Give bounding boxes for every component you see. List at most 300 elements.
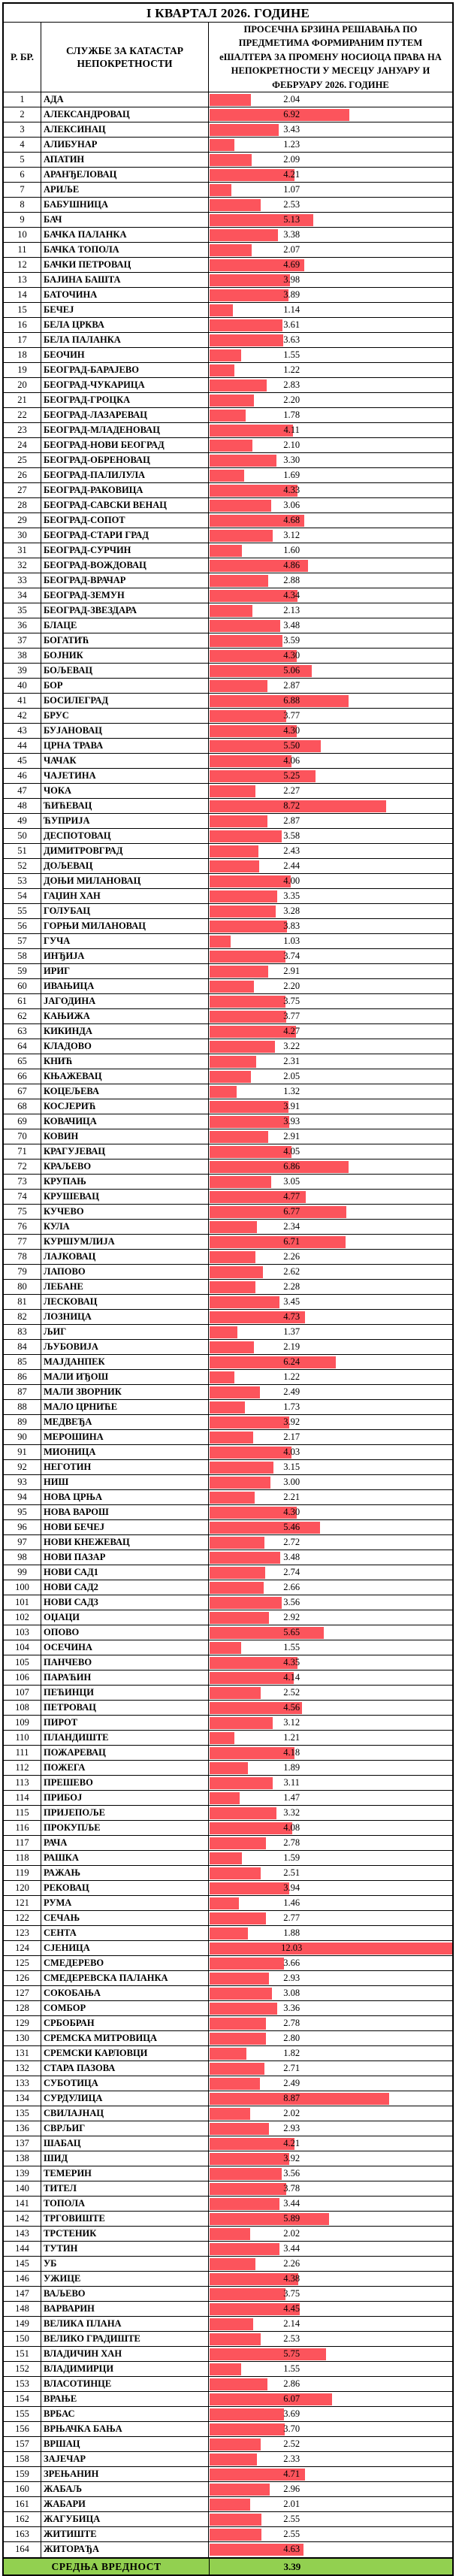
table-row — [4, 288, 452, 303]
office-name: ТУТИН — [41, 2242, 209, 2256]
value-cell — [209, 243, 452, 257]
row-number: 61 — [4, 994, 41, 1008]
table-row — [4, 1175, 452, 1190]
office-name: ДИМИТРОВГРАД — [41, 844, 209, 858]
office-name: ЉУБОВИЈА — [41, 1340, 209, 1354]
value-label: 3.15 — [283, 1462, 300, 1472]
office-name: БЕОГРАД-ВОЖДОВАЦ — [41, 558, 209, 573]
row-number: 144 — [4, 2242, 41, 2256]
value-label: 4.69 — [283, 259, 300, 270]
office-name: БОЈНИК — [41, 649, 209, 663]
office-name: БУЈАНОВАЦ — [41, 724, 209, 738]
value-label: 3.91 — [283, 1101, 300, 1111]
row-number: 110 — [4, 1731, 41, 1745]
row-number: 23 — [4, 423, 41, 437]
row-number: 125 — [4, 1956, 41, 1970]
table-row — [4, 603, 452, 618]
table-row — [4, 1941, 452, 1956]
row-number: 50 — [4, 829, 41, 843]
office-name: ЖИТИШТЕ — [41, 2527, 209, 2541]
office-name: ВРАЊЕ — [41, 2392, 209, 2406]
value-label: 1.47 — [283, 1792, 300, 1803]
value-label: 3.32 — [283, 1807, 300, 1818]
value-cell — [209, 2527, 452, 2541]
table-row — [4, 1370, 452, 1385]
value-cell — [209, 1655, 452, 1670]
value-label: 2.77 — [283, 1912, 300, 1923]
table-row — [4, 2227, 452, 2242]
row-number: 118 — [4, 1851, 41, 1865]
office-name: ЛЕСКОВАЦ — [41, 1295, 209, 1309]
value-label: 3.56 — [283, 1597, 300, 1607]
table-row — [4, 1129, 452, 1144]
row-number: 100 — [4, 1580, 41, 1595]
row-number: 8 — [4, 198, 41, 212]
table-row — [4, 408, 452, 423]
value-label: 2.14 — [283, 2318, 300, 2329]
office-name: БРУС — [41, 709, 209, 723]
table-row — [4, 694, 452, 709]
office-name: АДА — [41, 92, 209, 107]
table-row — [4, 1776, 452, 1791]
table-row — [4, 769, 452, 784]
row-number: 67 — [4, 1084, 41, 1099]
row-number: 31 — [4, 543, 41, 558]
value-cell — [209, 1896, 452, 1910]
value-cell — [209, 1009, 452, 1023]
row-number: 107 — [4, 1686, 41, 1700]
row-number: 55 — [4, 904, 41, 918]
office-name: ПЛАНДИШТЕ — [41, 1731, 209, 1745]
row-number: 2 — [4, 107, 41, 122]
value-label: 3.30 — [283, 455, 300, 465]
value-cell — [209, 1535, 452, 1550]
row-number: 70 — [4, 1129, 41, 1144]
value-label: 1.21 — [283, 1732, 300, 1743]
value-cell — [209, 2212, 452, 2226]
row-number: 156 — [4, 2422, 41, 2436]
value-label: 8.87 — [283, 2093, 300, 2103]
value-cell — [209, 1490, 452, 1504]
row-number: 111 — [4, 1746, 41, 1760]
table-row — [4, 709, 452, 724]
table-row — [4, 468, 452, 483]
row-number: 122 — [4, 1911, 41, 1925]
office-name: СВРЉИГ — [41, 2121, 209, 2136]
value-label: 2.13 — [283, 605, 300, 615]
table-row — [4, 573, 452, 588]
office-name: ПЕТРОВАЦ — [41, 1701, 209, 1715]
value-cell — [209, 2377, 452, 2391]
row-number: 77 — [4, 1235, 41, 1249]
value-label: 2.51 — [283, 1867, 300, 1878]
row-number: 89 — [4, 1415, 41, 1429]
value-cell — [209, 1701, 452, 1715]
row-number: 60 — [4, 979, 41, 993]
value-cell — [209, 1505, 452, 1519]
value-cell — [209, 949, 452, 963]
office-name: УБ — [41, 2257, 209, 2271]
value-label: 1.89 — [283, 1762, 300, 1773]
table-row — [4, 1731, 452, 1746]
value-label: 3.69 — [283, 2408, 300, 2419]
office-name: ЧАЈЕТИНА — [41, 769, 209, 783]
office-name: БЕЛА ЦРКВА — [41, 318, 209, 332]
value-cell — [209, 558, 452, 573]
table-row — [4, 2437, 452, 2452]
row-number: 22 — [4, 408, 41, 422]
value-label: 4.21 — [283, 2138, 300, 2148]
row-number: 51 — [4, 844, 41, 858]
value-label: 5.89 — [283, 2213, 300, 2224]
office-name: БЕОГРАД-СОПОТ — [41, 513, 209, 528]
office-name: ЖИТОРАЂА — [41, 2542, 209, 2557]
value-label: 4.63 — [283, 2544, 300, 2554]
table-row — [4, 724, 452, 739]
office-name: НОВИ БЕЧЕЈ — [41, 1520, 209, 1534]
value-label: 2.05 — [283, 1071, 300, 1081]
office-name: БАЧКА ТОПОЛА — [41, 243, 209, 257]
office-name: УЖИЦЕ — [41, 2272, 209, 2286]
value-cell — [209, 1716, 452, 1730]
row-number: 72 — [4, 1160, 41, 1174]
value-label: 1.69 — [283, 470, 300, 480]
row-number: 19 — [4, 363, 41, 377]
row-number: 105 — [4, 1655, 41, 1670]
header-office-column: СЛУЖБЕ ЗА КАТАСТАР НЕПОКРЕТНОСТИ — [41, 23, 209, 92]
row-number: 3 — [4, 122, 41, 137]
value-label: 3.05 — [283, 1176, 300, 1187]
table-row — [4, 633, 452, 649]
table-row — [4, 1490, 452, 1505]
value-label: 4.08 — [283, 1822, 300, 1833]
value-cell — [209, 1430, 452, 1444]
value-label: 2.71 — [283, 2063, 300, 2073]
value-label: 6.77 — [283, 1206, 300, 1217]
row-number: 56 — [4, 919, 41, 933]
office-name: БАБУШНИЦА — [41, 198, 209, 212]
table-row — [4, 1595, 452, 1610]
value-cell — [209, 739, 452, 753]
table-row — [4, 1986, 452, 2001]
value-cell — [209, 348, 452, 362]
office-name: НОВИ КНЕЖЕВАЦ — [41, 1535, 209, 1550]
office-name: КРАГУЈЕВАЦ — [41, 1144, 209, 1159]
value-label: 4.14 — [283, 1672, 300, 1683]
value-label: 6.88 — [283, 695, 300, 706]
row-number: 63 — [4, 1024, 41, 1039]
row-number: 115 — [4, 1806, 41, 1820]
value-cell — [209, 2542, 452, 2557]
row-number: 146 — [4, 2272, 41, 2286]
value-cell — [209, 2437, 452, 2451]
value-label: 2.33 — [283, 2454, 300, 2464]
value-cell — [209, 994, 452, 1008]
office-name: БЕОГРАД-БАРАЈЕВО — [41, 363, 209, 377]
value-cell — [209, 1971, 452, 1985]
value-label: 2.52 — [283, 1687, 300, 1698]
row-number: 81 — [4, 1295, 41, 1309]
row-number: 124 — [4, 1941, 41, 1955]
value-label: 5.75 — [283, 2348, 300, 2359]
value-cell — [209, 1550, 452, 1565]
table-row — [4, 258, 452, 273]
value-label: 2.21 — [283, 1492, 300, 1502]
value-label: 2.17 — [283, 1432, 300, 1442]
row-number: 104 — [4, 1640, 41, 1655]
value-label: 3.77 — [283, 1011, 300, 1021]
table-row — [4, 423, 452, 438]
table-row — [4, 348, 452, 363]
value-cell — [209, 1250, 452, 1264]
table-row — [4, 859, 452, 874]
office-name: МАЛО ЦРНИЋЕ — [41, 1400, 209, 1414]
table-row — [4, 754, 452, 769]
row-number: 11 — [4, 243, 41, 257]
value-cell — [209, 2227, 452, 2241]
table-row — [4, 2347, 452, 2362]
office-name: СРЕМСКИ КАРЛОВЦИ — [41, 2046, 209, 2060]
value-cell — [209, 1310, 452, 1324]
table-row — [4, 558, 452, 573]
value-cell — [209, 694, 452, 708]
office-name: ЋИЋЕВАЦ — [41, 799, 209, 813]
value-label: 1.60 — [283, 545, 300, 555]
value-cell — [209, 363, 452, 377]
office-name: СЕЧАЊ — [41, 1911, 209, 1925]
table-row — [4, 649, 452, 664]
row-number: 9 — [4, 213, 41, 227]
row-number: 24 — [4, 438, 41, 452]
table-row — [4, 153, 452, 168]
table-row — [4, 904, 452, 919]
value-label: 2.19 — [283, 1341, 300, 1352]
office-name: ЈАГОДИНА — [41, 994, 209, 1008]
office-name: ПРОКУПЉЕ — [41, 1821, 209, 1835]
table-row — [4, 1806, 452, 1821]
value-cell — [209, 2452, 452, 2466]
table-row — [4, 1625, 452, 1640]
office-name: СУБОТИЦА — [41, 2076, 209, 2091]
table-row — [4, 1220, 452, 1235]
table-row — [4, 393, 452, 408]
office-name: ШАБАЦ — [41, 2136, 209, 2151]
office-name: ОЏАЦИ — [41, 1610, 209, 1625]
value-label: 3.48 — [283, 1552, 300, 1562]
table-row — [4, 874, 452, 889]
row-number: 120 — [4, 1881, 41, 1895]
value-label: 2.27 — [283, 785, 300, 796]
value-cell — [209, 453, 452, 467]
value-label: 3.08 — [283, 1988, 300, 1998]
value-label: 2.53 — [283, 2333, 300, 2344]
table-row — [4, 1670, 452, 1686]
value-label: 2.83 — [283, 379, 300, 390]
value-cell — [209, 2392, 452, 2406]
table-row — [4, 2332, 452, 2347]
row-number: 10 — [4, 228, 41, 242]
row-number: 53 — [4, 874, 41, 888]
value-cell — [209, 1670, 452, 1685]
value-cell — [209, 333, 452, 347]
table-row — [4, 1640, 452, 1655]
table-row — [4, 2061, 452, 2076]
value-label: 3.98 — [283, 274, 300, 285]
value-cell — [209, 1580, 452, 1595]
row-number: 130 — [4, 2031, 41, 2045]
value-cell — [209, 2482, 452, 2496]
value-label: 2.07 — [283, 244, 300, 255]
office-name: КЊАЖЕВАЦ — [41, 1069, 209, 1084]
value-cell — [209, 2512, 452, 2526]
value-cell — [209, 1445, 452, 1459]
table-row — [4, 618, 452, 633]
office-name: ВАРВАРИН — [41, 2302, 209, 2316]
value-label: 3.63 — [283, 334, 300, 345]
office-name: НОВА ВАРОШ — [41, 1505, 209, 1519]
value-cell — [209, 92, 452, 107]
value-cell — [209, 664, 452, 678]
value-cell — [209, 1099, 452, 1114]
row-number: 153 — [4, 2377, 41, 2391]
value-cell — [209, 633, 452, 648]
value-cell — [209, 2407, 452, 2421]
office-name: КАЊИЖА — [41, 1009, 209, 1023]
value-label: 3.70 — [283, 2423, 300, 2434]
row-number: 36 — [4, 618, 41, 633]
table-row — [4, 664, 452, 679]
value-label: 2.04 — [283, 94, 300, 104]
value-label: 8.72 — [283, 800, 300, 811]
row-number: 123 — [4, 1926, 41, 1940]
office-name: НОВИ САД1 — [41, 1565, 209, 1580]
row-number: 98 — [4, 1550, 41, 1565]
office-name: ГАЏИН ХАН — [41, 889, 209, 903]
table-row — [4, 1701, 452, 1716]
row-number: 30 — [4, 528, 41, 543]
row-number: 14 — [4, 288, 41, 302]
table-row — [4, 1746, 452, 1761]
office-name: ЦРНА ТРАВА — [41, 739, 209, 753]
value-cell — [209, 1280, 452, 1294]
table-row — [4, 994, 452, 1009]
office-name: АПАТИН — [41, 153, 209, 167]
table-row — [4, 2362, 452, 2377]
table-row — [4, 1971, 452, 1986]
value-cell — [209, 1520, 452, 1534]
value-label: 3.61 — [283, 319, 300, 330]
row-number: 1 — [4, 92, 41, 107]
value-cell — [209, 1866, 452, 1880]
row-number: 138 — [4, 2151, 41, 2166]
table-row — [4, 2121, 452, 2136]
value-label: 6.92 — [283, 109, 300, 119]
table-row — [4, 2076, 452, 2091]
row-number: 65 — [4, 1054, 41, 1069]
value-label: 3.44 — [283, 2198, 300, 2209]
table-row — [4, 378, 452, 393]
value-cell — [209, 2166, 452, 2181]
row-number: 28 — [4, 498, 41, 512]
table-row — [4, 1911, 452, 1926]
row-number: 136 — [4, 2121, 41, 2136]
office-name: БЕОЧИН — [41, 348, 209, 362]
value-label: 2.44 — [283, 860, 300, 871]
office-name: СЕНТА — [41, 1926, 209, 1940]
value-cell — [209, 1986, 452, 2000]
value-label: 4.11 — [283, 425, 300, 435]
value-cell — [209, 1370, 452, 1384]
value-cell — [209, 2257, 452, 2271]
table-row — [4, 1144, 452, 1160]
office-name: ВЕЛИКА ПЛАНА — [41, 2317, 209, 2331]
row-number: 148 — [4, 2302, 41, 2316]
value-label: 1.22 — [283, 364, 300, 375]
table-row — [4, 2287, 452, 2302]
office-name: СУРДУЛИЦА — [41, 2091, 209, 2106]
value-cell — [209, 1746, 452, 1760]
office-name: КНИЋ — [41, 1054, 209, 1069]
value-label: 2.43 — [283, 845, 300, 856]
value-label: 2.26 — [283, 2258, 300, 2269]
value-cell — [209, 1205, 452, 1219]
office-name: ИНЂИЈА — [41, 949, 209, 963]
value-label: 4.30 — [283, 725, 300, 736]
table-row — [4, 1956, 452, 1971]
office-name: СТАРА ПАЗОВА — [41, 2061, 209, 2076]
value-cell — [209, 1595, 452, 1610]
value-label: 4.27 — [283, 1026, 300, 1036]
value-cell — [209, 979, 452, 993]
table-row — [4, 318, 452, 333]
office-name: БЕОГРАД-МЛАДЕНОВАЦ — [41, 423, 209, 437]
office-name: БОСИЛЕГРАД — [41, 694, 209, 708]
value-cell — [209, 1761, 452, 1775]
table-row — [4, 2452, 452, 2467]
row-number: 68 — [4, 1099, 41, 1114]
value-cell — [209, 408, 452, 422]
table-row — [4, 588, 452, 603]
table-row — [4, 1069, 452, 1084]
table-row — [4, 2257, 452, 2272]
value-label: 1.55 — [283, 349, 300, 360]
row-number: 44 — [4, 739, 41, 753]
value-cell — [209, 2497, 452, 2511]
office-name: ВЛАСОТИНЦЕ — [41, 2377, 209, 2391]
value-label: 2.55 — [283, 2529, 300, 2539]
table-row — [4, 1024, 452, 1039]
office-name: БЕОГРАД-СТАРИ ГРАД — [41, 528, 209, 543]
row-number: 76 — [4, 1220, 41, 1234]
value-cell — [209, 228, 452, 242]
table-row — [4, 1550, 452, 1565]
table-row — [4, 2016, 452, 2031]
row-number: 155 — [4, 2407, 41, 2421]
row-number: 39 — [4, 664, 41, 678]
row-number: 149 — [4, 2317, 41, 2331]
office-name: ПЕЋИНЦИ — [41, 1686, 209, 1700]
table-header-row — [4, 23, 452, 92]
table-row — [4, 1821, 452, 1836]
table-row — [4, 483, 452, 498]
value-cell — [209, 2046, 452, 2060]
value-cell — [209, 2197, 452, 2211]
value-label: 1.22 — [283, 1371, 300, 1382]
row-number: 117 — [4, 1836, 41, 1850]
value-cell — [209, 2272, 452, 2286]
value-cell — [209, 934, 452, 948]
row-number: 91 — [4, 1445, 41, 1459]
